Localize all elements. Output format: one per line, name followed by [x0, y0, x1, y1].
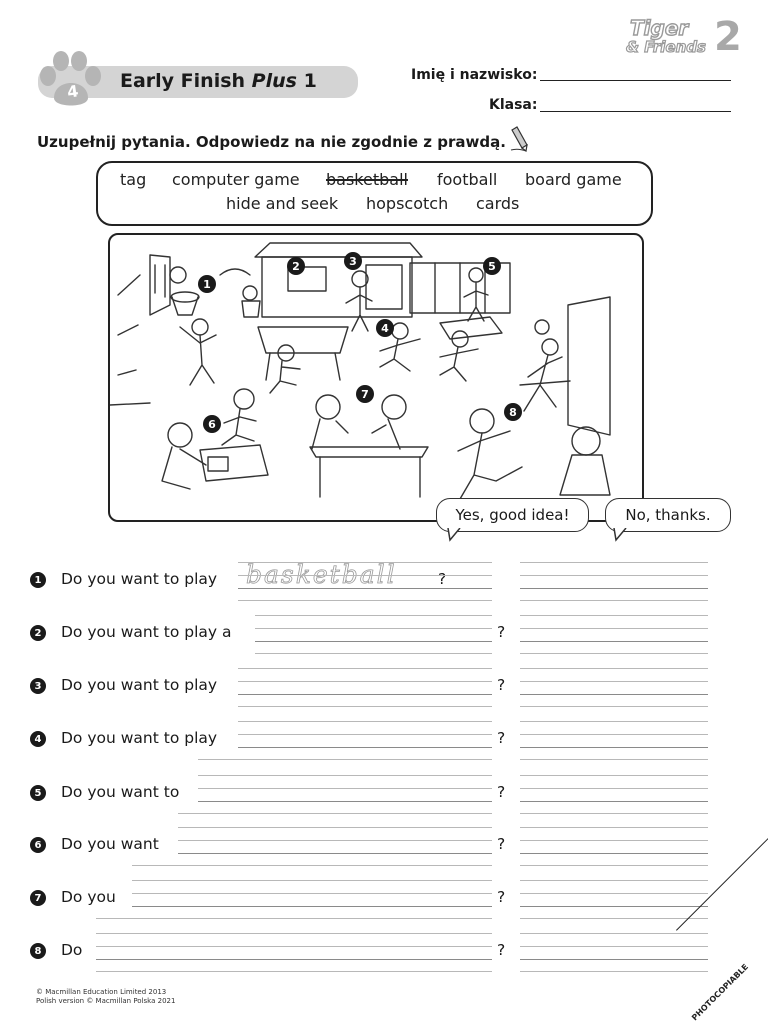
- class-field[interactable]: [540, 111, 731, 112]
- question-mark-5: ?: [497, 783, 506, 801]
- question-text-8: Do: [61, 941, 83, 959]
- writing-guide-line[interactable]: [132, 880, 492, 881]
- class-label: Klasa:: [489, 97, 538, 113]
- answer-guide-line[interactable]: [520, 562, 708, 563]
- answer-base-line[interactable]: [520, 641, 708, 642]
- question-text-5: Do you want to: [61, 783, 180, 801]
- writing-guide-line[interactable]: [238, 562, 492, 563]
- question-number-8: 8: [30, 943, 46, 959]
- writing-guide-line[interactable]: [238, 721, 492, 722]
- question-number-1: 1: [30, 572, 46, 588]
- playground-drawing: [110, 235, 642, 520]
- word-cards: cards: [476, 194, 520, 213]
- writing-guide-line[interactable]: [255, 653, 492, 654]
- word-computer-game: computer game: [172, 170, 300, 189]
- writing-guide-line[interactable]: [255, 615, 492, 616]
- writing-base-line[interactable]: [198, 801, 492, 802]
- writing-guide-line[interactable]: [96, 933, 492, 934]
- answer-guide-line[interactable]: [520, 775, 708, 776]
- writing-guide-line[interactable]: [198, 788, 492, 789]
- pencil-icon: [508, 126, 530, 152]
- word-tag: tag: [120, 170, 147, 189]
- answer-base-line[interactable]: [520, 747, 708, 748]
- writing-base-line[interactable]: [255, 641, 492, 642]
- question-text-6: Do you want: [61, 835, 159, 853]
- scene-marker-1: 1: [198, 275, 216, 293]
- answer-base-line[interactable]: [520, 906, 708, 907]
- logo-line2: & Friends: [626, 38, 706, 56]
- writing-guide-line[interactable]: [132, 893, 492, 894]
- writing-guide-line[interactable]: [238, 681, 492, 682]
- answer-guide-line[interactable]: [520, 575, 708, 576]
- answer-guide-line[interactable]: [520, 971, 708, 972]
- writing-guide-line[interactable]: [96, 918, 492, 919]
- tiger-friends-logo: [626, 14, 748, 66]
- answer-guide-line[interactable]: [520, 653, 708, 654]
- writing-guide-line[interactable]: [198, 775, 492, 776]
- answer-guide-line[interactable]: [520, 706, 708, 707]
- scene-marker-7: 7: [356, 385, 374, 403]
- answer-guide-line[interactable]: [520, 721, 708, 722]
- question-number-5: 5: [30, 785, 46, 801]
- writing-guide-line[interactable]: [132, 865, 492, 866]
- word-board-game: board game: [525, 170, 622, 189]
- scene-marker-4: 4: [376, 319, 394, 337]
- answer-guide-line[interactable]: [520, 918, 708, 919]
- question-text-2: Do you want to play a: [61, 623, 232, 641]
- answer-guide-line[interactable]: [520, 681, 708, 682]
- question-number-4: 4: [30, 731, 46, 747]
- name-field[interactable]: [540, 80, 731, 81]
- word-football: football: [437, 170, 498, 189]
- answer-guide-line[interactable]: [520, 615, 708, 616]
- title-suffix: 1: [296, 70, 317, 92]
- question-number-6: 6: [30, 837, 46, 853]
- answer-guide-line[interactable]: [520, 880, 708, 881]
- answer-guide-line[interactable]: [520, 628, 708, 629]
- answer-guide-line[interactable]: [520, 813, 708, 814]
- sample-answer: basketball: [246, 560, 397, 589]
- writing-guide-line[interactable]: [238, 706, 492, 707]
- writing-guide-line[interactable]: [178, 827, 492, 828]
- writing-guide-line[interactable]: [238, 734, 492, 735]
- question-mark-2: ?: [497, 623, 506, 641]
- question-text-3: Do you want to play: [61, 676, 218, 694]
- question-mark-7: ?: [497, 888, 506, 906]
- answer-guide-line[interactable]: [520, 865, 708, 866]
- answer-base-line[interactable]: [520, 801, 708, 802]
- answer-guide-line[interactable]: [520, 893, 708, 894]
- writing-guide-line[interactable]: [96, 971, 492, 972]
- word-hopscotch: hopscotch: [366, 194, 449, 213]
- writing-guide-line[interactable]: [198, 759, 492, 760]
- writing-base-line[interactable]: [238, 694, 492, 695]
- question-mark-3: ?: [497, 676, 506, 694]
- name-label: Imię i nazwisko:: [411, 67, 538, 83]
- answer-guide-line[interactable]: [520, 759, 708, 760]
- title-italic: Plus: [251, 70, 297, 92]
- scene-marker-2: 2: [287, 257, 305, 275]
- copyright-line-1: © Macmillan Education Limited 2013: [36, 988, 167, 996]
- answer-guide-line[interactable]: [520, 827, 708, 828]
- scene-marker-5: 5: [483, 257, 501, 275]
- instruction-text: Uzupełnij pytania. Odpowiedz na nie zgodnie z prawdą.: [37, 133, 506, 151]
- answer-guide-line[interactable]: [520, 668, 708, 669]
- writing-guide-line[interactable]: [238, 668, 492, 669]
- bubble-tail-icon: [446, 528, 464, 542]
- writing-base-line[interactable]: [238, 747, 492, 748]
- question-mark-6: ?: [497, 835, 506, 853]
- answer-guide-line[interactable]: [520, 734, 708, 735]
- scene-marker-6: 6: [203, 415, 221, 433]
- scene-marker-8: 8: [504, 403, 522, 421]
- question-mark-4: ?: [497, 729, 506, 747]
- question-text-4: Do you want to play: [61, 729, 218, 747]
- unit-number: 4: [65, 81, 80, 102]
- writing-guide-line[interactable]: [238, 575, 492, 576]
- writing-base-line[interactable]: [178, 853, 492, 854]
- copyright-footer: [36, 988, 175, 1006]
- writing-base-line[interactable]: [132, 906, 492, 907]
- copyright-line-2: Polish version © Macmillan Polska 2021: [36, 997, 176, 1005]
- writing-base-line[interactable]: [238, 588, 492, 589]
- writing-guide-line[interactable]: [238, 600, 492, 601]
- writing-guide-line[interactable]: [178, 813, 492, 814]
- writing-guide-line[interactable]: [255, 628, 492, 629]
- question-number-7: 7: [30, 890, 46, 906]
- answer-base-line[interactable]: [520, 853, 708, 854]
- answer-guide-line[interactable]: [520, 840, 708, 841]
- writing-base-line[interactable]: [96, 959, 492, 960]
- answer-base-line[interactable]: [520, 588, 708, 589]
- question-text-7: Do you: [61, 888, 116, 906]
- playground-illustration: [108, 233, 644, 522]
- speech-bubble-no: No, thanks.: [605, 498, 731, 532]
- page-title: [120, 70, 317, 92]
- question-mark-8: ?: [497, 941, 506, 959]
- logo-level: 2: [714, 14, 742, 60]
- answer-guide-line[interactable]: [520, 600, 708, 601]
- question-number-3: 3: [30, 678, 46, 694]
- answer-base-line[interactable]: [520, 959, 708, 960]
- bubble-tail-icon: [612, 528, 630, 542]
- speech-bubble-yes: Yes, good idea!: [436, 498, 589, 532]
- question-mark-1: ?: [438, 570, 447, 588]
- scene-marker-3: 3: [344, 252, 362, 270]
- word-hide-and-seek: hide and seek: [226, 194, 339, 213]
- logo-line1: Tiger: [630, 16, 689, 40]
- word-basketball: basketball: [326, 170, 408, 189]
- photocopiable-label: PHOTOCOPIABLE: [690, 962, 751, 1023]
- corner-divider: [676, 838, 768, 931]
- question-number-2: 2: [30, 625, 46, 641]
- answer-guide-line[interactable]: [520, 788, 708, 789]
- title-prefix: Early Finish: [120, 70, 252, 92]
- question-text-1: Do you want to play: [61, 570, 218, 588]
- answer-base-line[interactable]: [520, 694, 708, 695]
- writing-guide-line[interactable]: [96, 946, 492, 947]
- answer-guide-line[interactable]: [520, 946, 708, 947]
- writing-guide-line[interactable]: [178, 840, 492, 841]
- answer-guide-line[interactable]: [520, 933, 708, 934]
